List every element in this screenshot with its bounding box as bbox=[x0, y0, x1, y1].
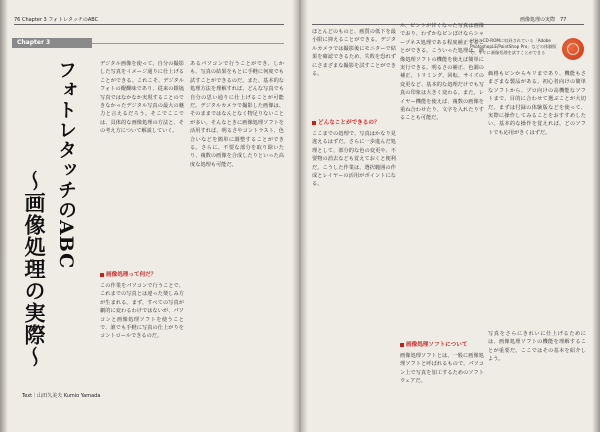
cd-rom-note: 付録のCD-ROMに収録されている「Adobe PhotoshopLE/PaintShop Pro」などの体験版で、すぐに画像処理を試すことができる bbox=[470, 38, 557, 55]
body-text-right-col-1b: ここまでの処理で、写真はかなり見違えるはずだ。さらに一歩進んだ処理として、部分的な色の変更や、不要物の消去なども覚えておくと便利だ。こうした作業は、選択範囲の作成とレイヤーの活用がポイントになる。 bbox=[312, 131, 396, 188]
header-rule-left bbox=[14, 24, 284, 25]
running-head-left: 76 Chapter 3 フォトレタッチのABC bbox=[14, 17, 99, 23]
chapter-rule bbox=[92, 43, 284, 44]
cd-rom-badge-icon bbox=[562, 38, 584, 60]
subhead-what-can-do: どんなことができるの？ bbox=[312, 118, 380, 126]
running-head-right: 画像処理の実際 77 bbox=[520, 17, 567, 23]
article-title bbox=[18, 60, 78, 380]
left-edge-shadow bbox=[0, 0, 8, 432]
subhead-software: 画像処理ソフトについて bbox=[400, 340, 467, 348]
subhead-what-is-processing: 画像処理って何だ？ bbox=[100, 270, 156, 278]
body-text-left-col-2: あるパソコンで行うことができ、しかも、写真の結果をもとに手軽に何度でも試すことができるのだ。また、基本的な処理方法を理解すれば、どんな写真でも自分の思い通りに仕上げることが可能だ。デジタルカメラで撮影した画像は、そのままではなんとなく物足りないことが多い。そんなときに画像処理ソフトを活用すれば、明るさやコントラスト、色合いなどを簡単に調整することができる。さらに、不要な部分を取り除いたり、複数の画像を合成したりといった高度な処理も可能だ。 bbox=[190, 61, 284, 168]
body-text-left-col-3: この作業をパソコンで行うことで、これまでの写真とは違った楽しみ方が生まれる。まず、すべての写真が劇的に変わるわけではないが、パソコンと画像処理ソフトを使うことで、誰でも手軽に写真の仕上がりをコントロールできるのだ。 bbox=[100, 283, 184, 340]
body-text-left-col-1: デジタル画像を使って、自分の撮影した写真をイメージ通りに仕上げることができる。これこそ、デジタルフォトの醍醐味であり、従来の銀塩写真ではなかなか実現することのできなかったデジタル写真の最大の魅力と言えるだろう。そこでここでは、具体的な画像処理の方法と、その考え方について解説していく。 bbox=[100, 61, 184, 135]
body-text-right-col-3: 価格もピンからキリまであり、機能もさまざまな製品がある。初心者向けの簡単なソフトから、プロ向けの高機能なソフトまで、目的に合わせて選ぶことが大切だ。まずは付録の体験版などを使って、実際に操作してみることをおすすめしたい。基本的な操作を覚えれば、どのソフトでも応用がきくはずだ。 bbox=[488, 71, 586, 136]
body-text-right-col-2: ル、ピントが甘くなった写真は画像でおり、わずかなピンぼけならシャープネス処理である程度補正することができる。こういった処理は、画像処理ソフトの機能を使えば簡単に実行できる。明るさの補正、色調の補正、トリミング、回転、サイズの変更など、基本的な処理だけでも写真の印象は大きく変わる。また、レイヤー機能を使えば、複数の画像を重ね合わせたり、文字を入れたりすることも可能だ。 bbox=[400, 23, 484, 122]
body-text-right-col-3b: 写真をさらにきれいに仕上げるためには、画像処理ソフトの機能を理解することが重要だ。ここではその基本を紹介しよう。 bbox=[488, 331, 586, 363]
title-line-1: フォトレタッチのABC bbox=[55, 60, 77, 270]
body-text-right-col-2b: 画像処理ソフトとは、一般に画像処理ソフトと呼ばれるもので、パソコン上で写真を加工するためのソフトウェアだ。 bbox=[400, 353, 484, 385]
body-text-right-col-1: ほとんどのものと、画質の低下を最小限に抑えることができる。デジタルカメラでは撮影後にモニターで結果を確認できるため、失敗を恐れずにさまざまな撮影を試すことができる。 bbox=[312, 29, 396, 78]
title-line-2: 〜画像処理の実際〜 bbox=[22, 170, 47, 368]
right-edge-shadow bbox=[592, 0, 600, 432]
author-credit: Text｜山田久美夫 Kumio Yamada bbox=[22, 393, 101, 399]
chapter-label: Chapter 3 bbox=[12, 38, 92, 48]
page-gutter bbox=[292, 0, 308, 432]
